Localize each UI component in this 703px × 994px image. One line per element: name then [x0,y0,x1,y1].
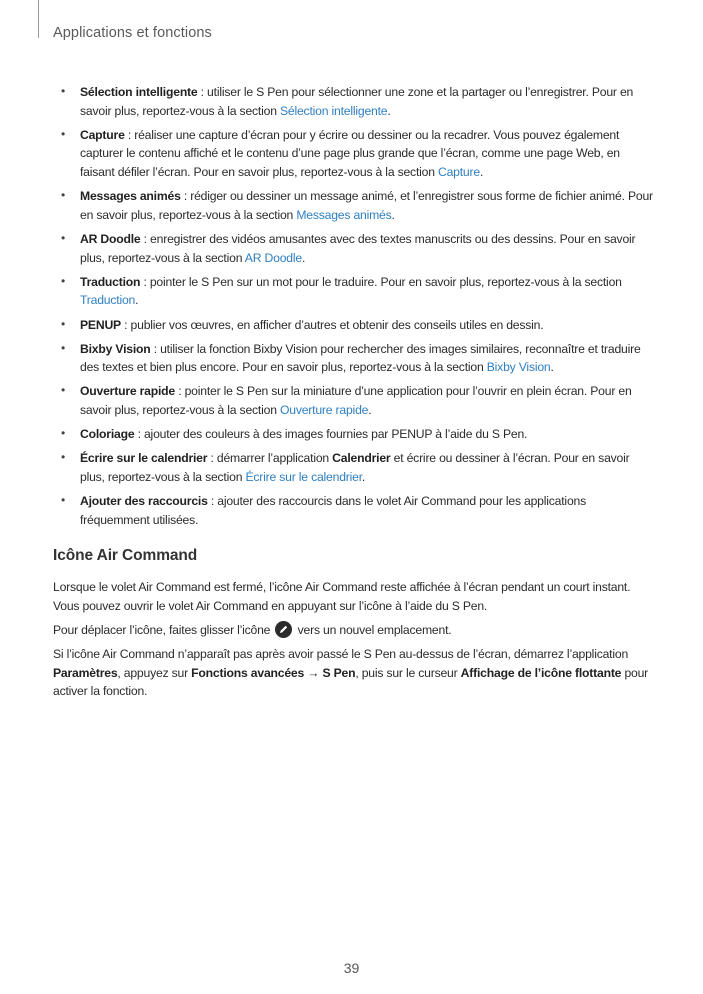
paragraph-move-icon [53,621,653,640]
section-body [53,578,653,706]
bullet-icon: • [61,84,66,98]
paragraph-intro: Lorsque le volet Air Command est fermé, l’icône Air Command reste affichée à l’écran pendant un court instant. Vous pouvez ouvrir le volet Air Command en appuyant sur l’icône à l’aide du S Pen. [53,580,631,613]
settings-text: , appuyez sur [117,665,192,680]
settings-text: pour activer la fonction. [53,665,649,699]
bullet-icon: • [61,493,66,508]
settings-text: Si l’icône Air Command n’apparaît pas après avoir passé le S Pen au-dessus de l’écran, démarrez l’application [53,646,629,661]
settings-text: , puis sur le curseur [355,665,461,680]
page-header-title: Applications et fonctions [53,25,212,41]
sentence-end: . [391,207,395,222]
feature-term: Sélection intelligente [80,85,198,99]
feature-term: Messages animés [80,189,181,204]
feature-term: Ouverture rapide [80,384,176,399]
feature-description: : démarrer l’application [207,451,333,466]
move-icon-text-start: Pour déplacer l’icône, faites glisser l’icône [53,622,271,637]
feature-description: : réaliser une capture d’écran pour y écrire ou dessiner ou la recadrer. Vous pouvez également capturer le contenu affiché et le contenu d’une page plus grande que l’écran, comme une page Web, en faisant défiler l’écran. Pour en savoir plus, reportez-vous à la section [80,127,620,179]
section-link[interactable]: Bixby Vision [486,360,551,375]
feature-term: Coloriage [80,427,135,442]
bullet-icon: • [61,230,66,245]
header-rule [38,0,39,38]
section-link[interactable]: Écrire sur le calendrier [245,470,362,485]
s-pen-label: S Pen [322,665,356,680]
list-item [54,425,654,444]
list-item [54,382,654,419]
bullet-icon: • [61,450,66,465]
list-item [54,187,654,224]
list-item [54,340,654,377]
bullet-icon: • [61,383,66,398]
list-item [54,126,654,182]
sentence-end: . [301,250,306,265]
sentence-end: . [479,164,484,179]
bullet-icon: • [61,426,66,441]
move-icon-text-end: vers un nouvel emplacement. [297,622,452,637]
floating-icon-switch-label: Affichage de l’icône flottante [460,665,622,680]
feature-list [54,83,654,535]
sentence-end: . [550,360,554,375]
feature-description: : publier vos œuvres, en afficher d’autres et obtenir des conseils utiles en dessin. [121,317,544,332]
settings-app-name: Paramètres [53,665,118,680]
advanced-features-label: Fonctions avancées [191,665,305,680]
feature-term: Écrire sur le calendrier [80,451,208,466]
bullet-icon: • [61,126,66,141]
feature-description: : utiliser le S Pen pour sélectionner une zone et la partager ou l’enregistrer. Pour en savoir plus, reportez-vous à la section [80,85,634,118]
sentence-end: . [361,470,366,485]
sentence-end: . [368,403,372,418]
list-item [54,449,654,486]
feature-description: : ajouter des raccourcis dans le volet Air Command pour les applications fréquemment utilisées. [80,494,586,527]
bullet-icon: • [61,340,66,355]
feature-description: : pointer le S Pen sur un mot pour le traduire. Pour en savoir plus, reportez-vous à la section [140,274,622,289]
section-link[interactable]: Traduction [80,293,136,308]
feature-term: Capture [80,127,125,142]
list-item [54,230,654,267]
bullet-icon: • [61,316,66,331]
feature-description-continued: et écrire ou dessiner à l’écran. Pour en savoir plus, reportez-vous à la section [80,451,630,485]
section-link[interactable]: AR Doodle [244,250,302,265]
list-item [54,83,654,120]
feature-description: : pointer le S Pen sur la miniature d’une application pour l’ouvrir en plein écran. Pour en savoir plus, reportez-vous à la section [80,384,632,418]
list-item [54,273,654,310]
sentence-end: . [387,103,391,118]
feature-term: Ajouter des raccourcis [80,494,208,509]
sentence-end: . [135,293,139,308]
list-item [54,492,654,529]
bullet-icon: • [61,273,66,288]
section-link[interactable]: Messages animés [296,207,392,222]
app-name: Calendrier [332,451,391,466]
feature-description: : utiliser la fonction Bixby Vision pour rechercher des images similaires, reconnaître et traduire des textes et bien plus encore. Pour en savoir plus, reportez-vous à la section [80,341,641,375]
section-link[interactable]: Capture [437,164,480,179]
paragraph-settings [53,645,653,701]
section-link[interactable]: Sélection intelligente [279,103,388,118]
feature-description: : enregistrer des vidéos amusantes avec des textes manuscrits ou des dessins. Pour en savoir plus, reportez-vous à la section [80,231,636,265]
feature-term: AR Doodle [80,231,141,246]
pen-icon [275,621,292,638]
feature-term: Traduction [80,274,141,289]
feature-term: PENUP [80,317,121,332]
bullet-icon: • [61,188,66,203]
feature-term: Bixby Vision [80,341,151,356]
feature-description: : ajouter des couleurs à des images fournies par PENUP à l’aide du S Pen. [134,427,528,442]
arrow-icon: → [304,665,323,680]
feature-description: : rédiger ou dessiner un message animé, et l’enregistrer sous forme de fichier animé. Pour en savoir plus, reportez-vous à la section [80,189,653,222]
list-item [54,316,654,335]
page-number: 39 [343,960,360,976]
section-link[interactable]: Ouverture rapide [279,403,369,418]
section-heading: Icône Air Command [53,547,198,564]
